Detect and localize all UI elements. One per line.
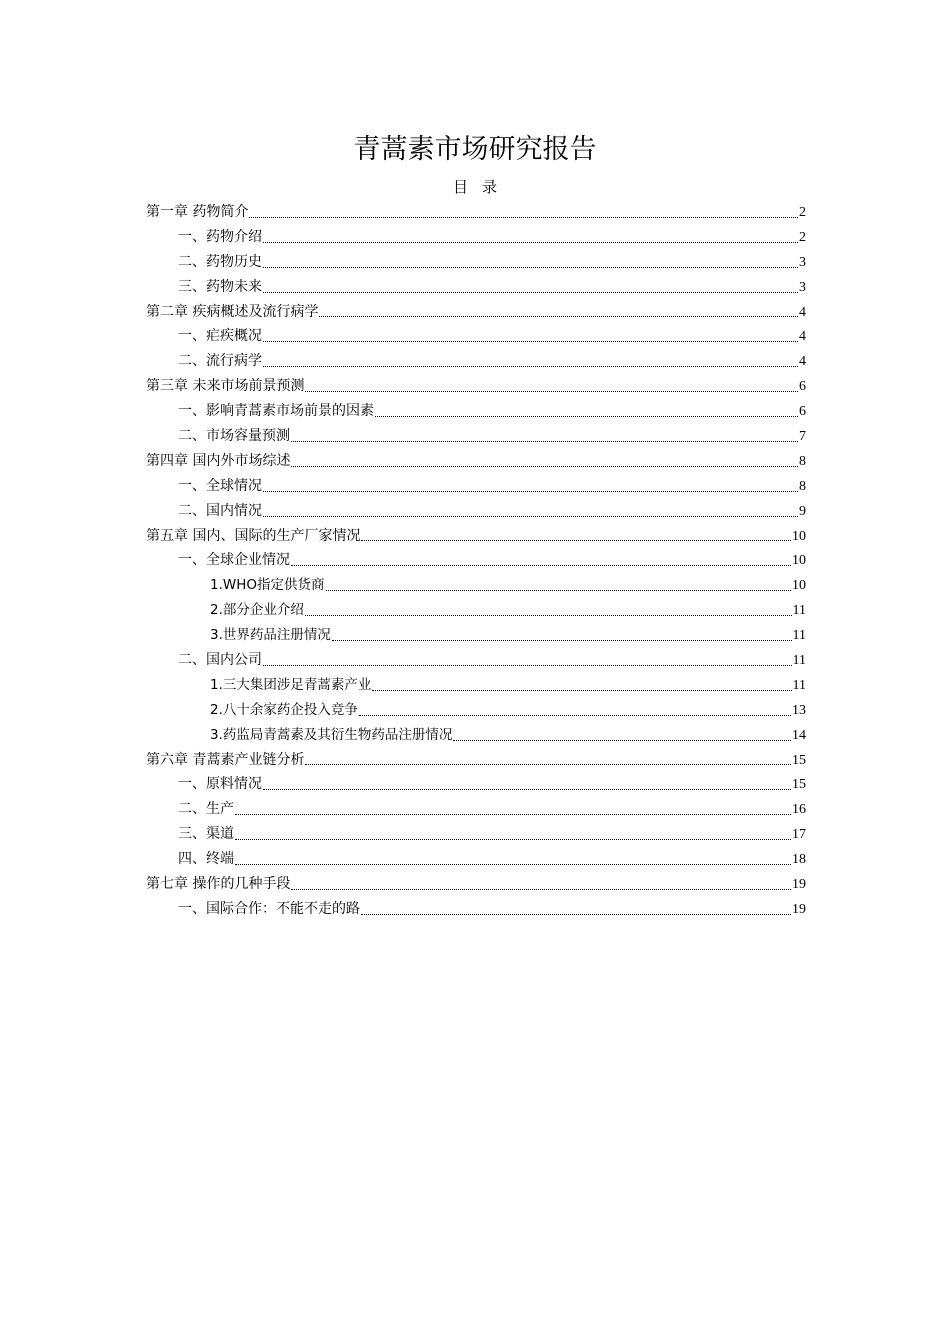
toc-entry[interactable]: [146, 324, 806, 349]
toc-entry[interactable]: [146, 698, 806, 723]
toc-entry[interactable]: [146, 399, 806, 424]
toc-dot-leader: [249, 216, 798, 218]
toc-entry[interactable]: [146, 524, 806, 549]
toc-entry[interactable]: [146, 424, 806, 449]
toc-entry-page-number: 2: [799, 229, 806, 245]
toc-entry[interactable]: [146, 772, 806, 797]
toc-entry[interactable]: [146, 499, 806, 524]
toc-entry[interactable]: [146, 275, 806, 300]
toc-entry-label: 二、国内公司: [178, 652, 262, 669]
toc-entry-label: 二、生产: [178, 801, 234, 818]
toc-entry-page-number: 15: [792, 752, 806, 768]
toc-entry[interactable]: [146, 872, 806, 897]
toc-entry-label: 一、全球情况: [178, 477, 262, 494]
toc-dot-leader: [291, 888, 791, 890]
toc-entry-page-number: 4: [799, 354, 806, 370]
toc-entry[interactable]: [146, 349, 806, 374]
toc-entry-page-number: 6: [799, 404, 806, 420]
toc-dot-leader: [305, 614, 792, 616]
toc-heading: 目录: [452, 178, 511, 196]
toc-entry-page-number: 14: [792, 727, 806, 743]
toc-dot-leader: [305, 763, 791, 765]
toc-dot-leader: [453, 739, 791, 741]
toc-dot-leader: [263, 490, 798, 492]
toc-entry-label: 2.部分企业介绍: [210, 602, 304, 619]
toc-entry[interactable]: [146, 748, 806, 773]
toc-dot-leader: [263, 365, 798, 367]
toc-entry-page-number: 19: [792, 877, 806, 893]
document-title: 青蒿素市场研究报告: [353, 134, 597, 165]
toc-entry[interactable]: [146, 847, 806, 872]
toc-entry[interactable]: [146, 623, 806, 648]
toc-entry[interactable]: [146, 673, 806, 698]
toc-entry[interactable]: [146, 598, 806, 623]
toc-entry-page-number: 15: [792, 777, 806, 793]
toc-entry-label: 第五章 国内、国际的生产厂家情况: [146, 527, 361, 544]
toc-entry[interactable]: [146, 374, 806, 399]
toc-entry-label: 一、原料情况: [178, 776, 262, 793]
toc-entry-page-number: 8: [799, 453, 806, 469]
toc-entry-page-number: 19: [792, 901, 806, 917]
toc-entry[interactable]: [146, 474, 806, 499]
toc-entry[interactable]: [146, 822, 806, 847]
toc-dot-leader: [235, 813, 791, 815]
toc-entry-page-number: 17: [792, 827, 806, 843]
toc-entry-page-number: 11: [792, 603, 806, 619]
toc-entry-page-number: 7: [799, 429, 806, 445]
toc-entry-page-number: 10: [792, 528, 806, 544]
toc-entry-page-number: 16: [792, 802, 806, 818]
toc-entry[interactable]: [146, 548, 806, 573]
toc-entry-page-number: 18: [792, 852, 806, 868]
toc-dot-leader: [372, 689, 791, 691]
toc-entry[interactable]: [146, 250, 806, 275]
toc-dot-leader: [375, 415, 798, 417]
toc-entry-page-number: 11: [792, 628, 806, 644]
toc-entry-label: 1.WHO指定供货商: [210, 577, 325, 594]
toc-entry[interactable]: [146, 573, 806, 598]
toc-dot-leader: [326, 589, 791, 591]
toc-entry[interactable]: [146, 300, 806, 325]
table-of-contents: [146, 200, 806, 922]
toc-entry-label: 一、国际合作：不能不走的路: [178, 900, 360, 917]
toc-entry-label: 四、终端: [178, 851, 234, 868]
toc-dot-leader: [361, 539, 791, 541]
toc-dot-leader: [263, 515, 798, 517]
toc-entry-page-number: 10: [792, 553, 806, 569]
toc-entry[interactable]: [146, 449, 806, 474]
toc-dot-leader: [291, 465, 798, 467]
toc-entry-page-number: 4: [799, 329, 806, 345]
toc-entry-label: 二、市场容量预测: [178, 428, 290, 445]
toc-dot-leader: [235, 838, 791, 840]
toc-dot-leader: [263, 241, 798, 243]
toc-entry-label: 一、影响青蒿素市场前景的因素: [178, 403, 374, 420]
toc-entry[interactable]: [146, 200, 806, 225]
toc-dot-leader: [291, 440, 798, 442]
toc-dot-leader: [359, 714, 791, 716]
toc-entry-page-number: 6: [799, 379, 806, 395]
toc-entry-label: 一、药物介绍: [178, 228, 262, 245]
toc-entry-label: 二、药物历史: [178, 253, 262, 270]
toc-dot-leader: [361, 913, 791, 915]
toc-entry-label: 三、药物未来: [178, 278, 262, 295]
toc-dot-leader: [291, 564, 791, 566]
toc-entry[interactable]: [146, 897, 806, 922]
toc-entry[interactable]: [146, 225, 806, 250]
toc-entry[interactable]: [146, 723, 806, 748]
toc-entry-label: 2.八十余家药企投入竞争: [210, 701, 358, 718]
toc-dot-leader: [263, 664, 792, 666]
toc-entry[interactable]: [146, 648, 806, 673]
toc-entry-label: 3.药监局青蒿素及其衍生物药品注册情况: [210, 726, 453, 743]
toc-entry-label: 一、疟疾概况: [178, 328, 262, 345]
toc-entry-label: 三、渠道: [178, 826, 234, 843]
toc-entry-label: 二、流行病学: [178, 353, 262, 370]
toc-entry-label: 第六章 青蒿素产业链分析: [146, 751, 305, 768]
toc-entry-page-number: 13: [792, 702, 806, 718]
toc-dot-leader: [263, 266, 798, 268]
toc-dot-leader: [263, 788, 791, 790]
toc-entry-label: 第一章 药物简介: [146, 204, 249, 220]
toc-entry-label: 一、全球企业情况: [178, 552, 290, 569]
toc-entry-label: 第二章 疾病概述及流行病学: [146, 303, 319, 320]
toc-entry-page-number: 3: [799, 254, 806, 270]
toc-entry-page-number: 11: [792, 677, 806, 693]
toc-dot-leader: [319, 315, 798, 317]
toc-entry-page-number: 10: [792, 578, 806, 594]
toc-entry-page-number: 11: [792, 653, 806, 669]
toc-entry-page-number: 9: [799, 503, 806, 519]
toc-dot-leader: [263, 340, 798, 342]
toc-dot-leader: [332, 639, 792, 641]
toc-entry-page-number: 2: [799, 205, 806, 220]
toc-entry-label: 1.三大集团涉足青蒿素产业: [210, 676, 372, 693]
toc-entry-label: 第三章 未来市场前景预测: [146, 378, 305, 395]
toc-dot-leader: [305, 390, 798, 392]
toc-entry-page-number: 3: [799, 279, 806, 295]
toc-entry-label: 二、国内情况: [178, 502, 262, 519]
toc-dot-leader: [263, 291, 798, 293]
toc-entry[interactable]: [146, 797, 806, 822]
toc-entry-label: 3.世界药品注册情况: [210, 627, 331, 644]
toc-dot-leader: [235, 863, 791, 865]
toc-entry-label: 第七章 操作的几种手段: [146, 876, 291, 893]
toc-entry-page-number: 4: [799, 304, 806, 320]
toc-entry-page-number: 8: [799, 478, 806, 494]
toc-entry-label: 第四章 国内外市场综述: [146, 452, 291, 469]
